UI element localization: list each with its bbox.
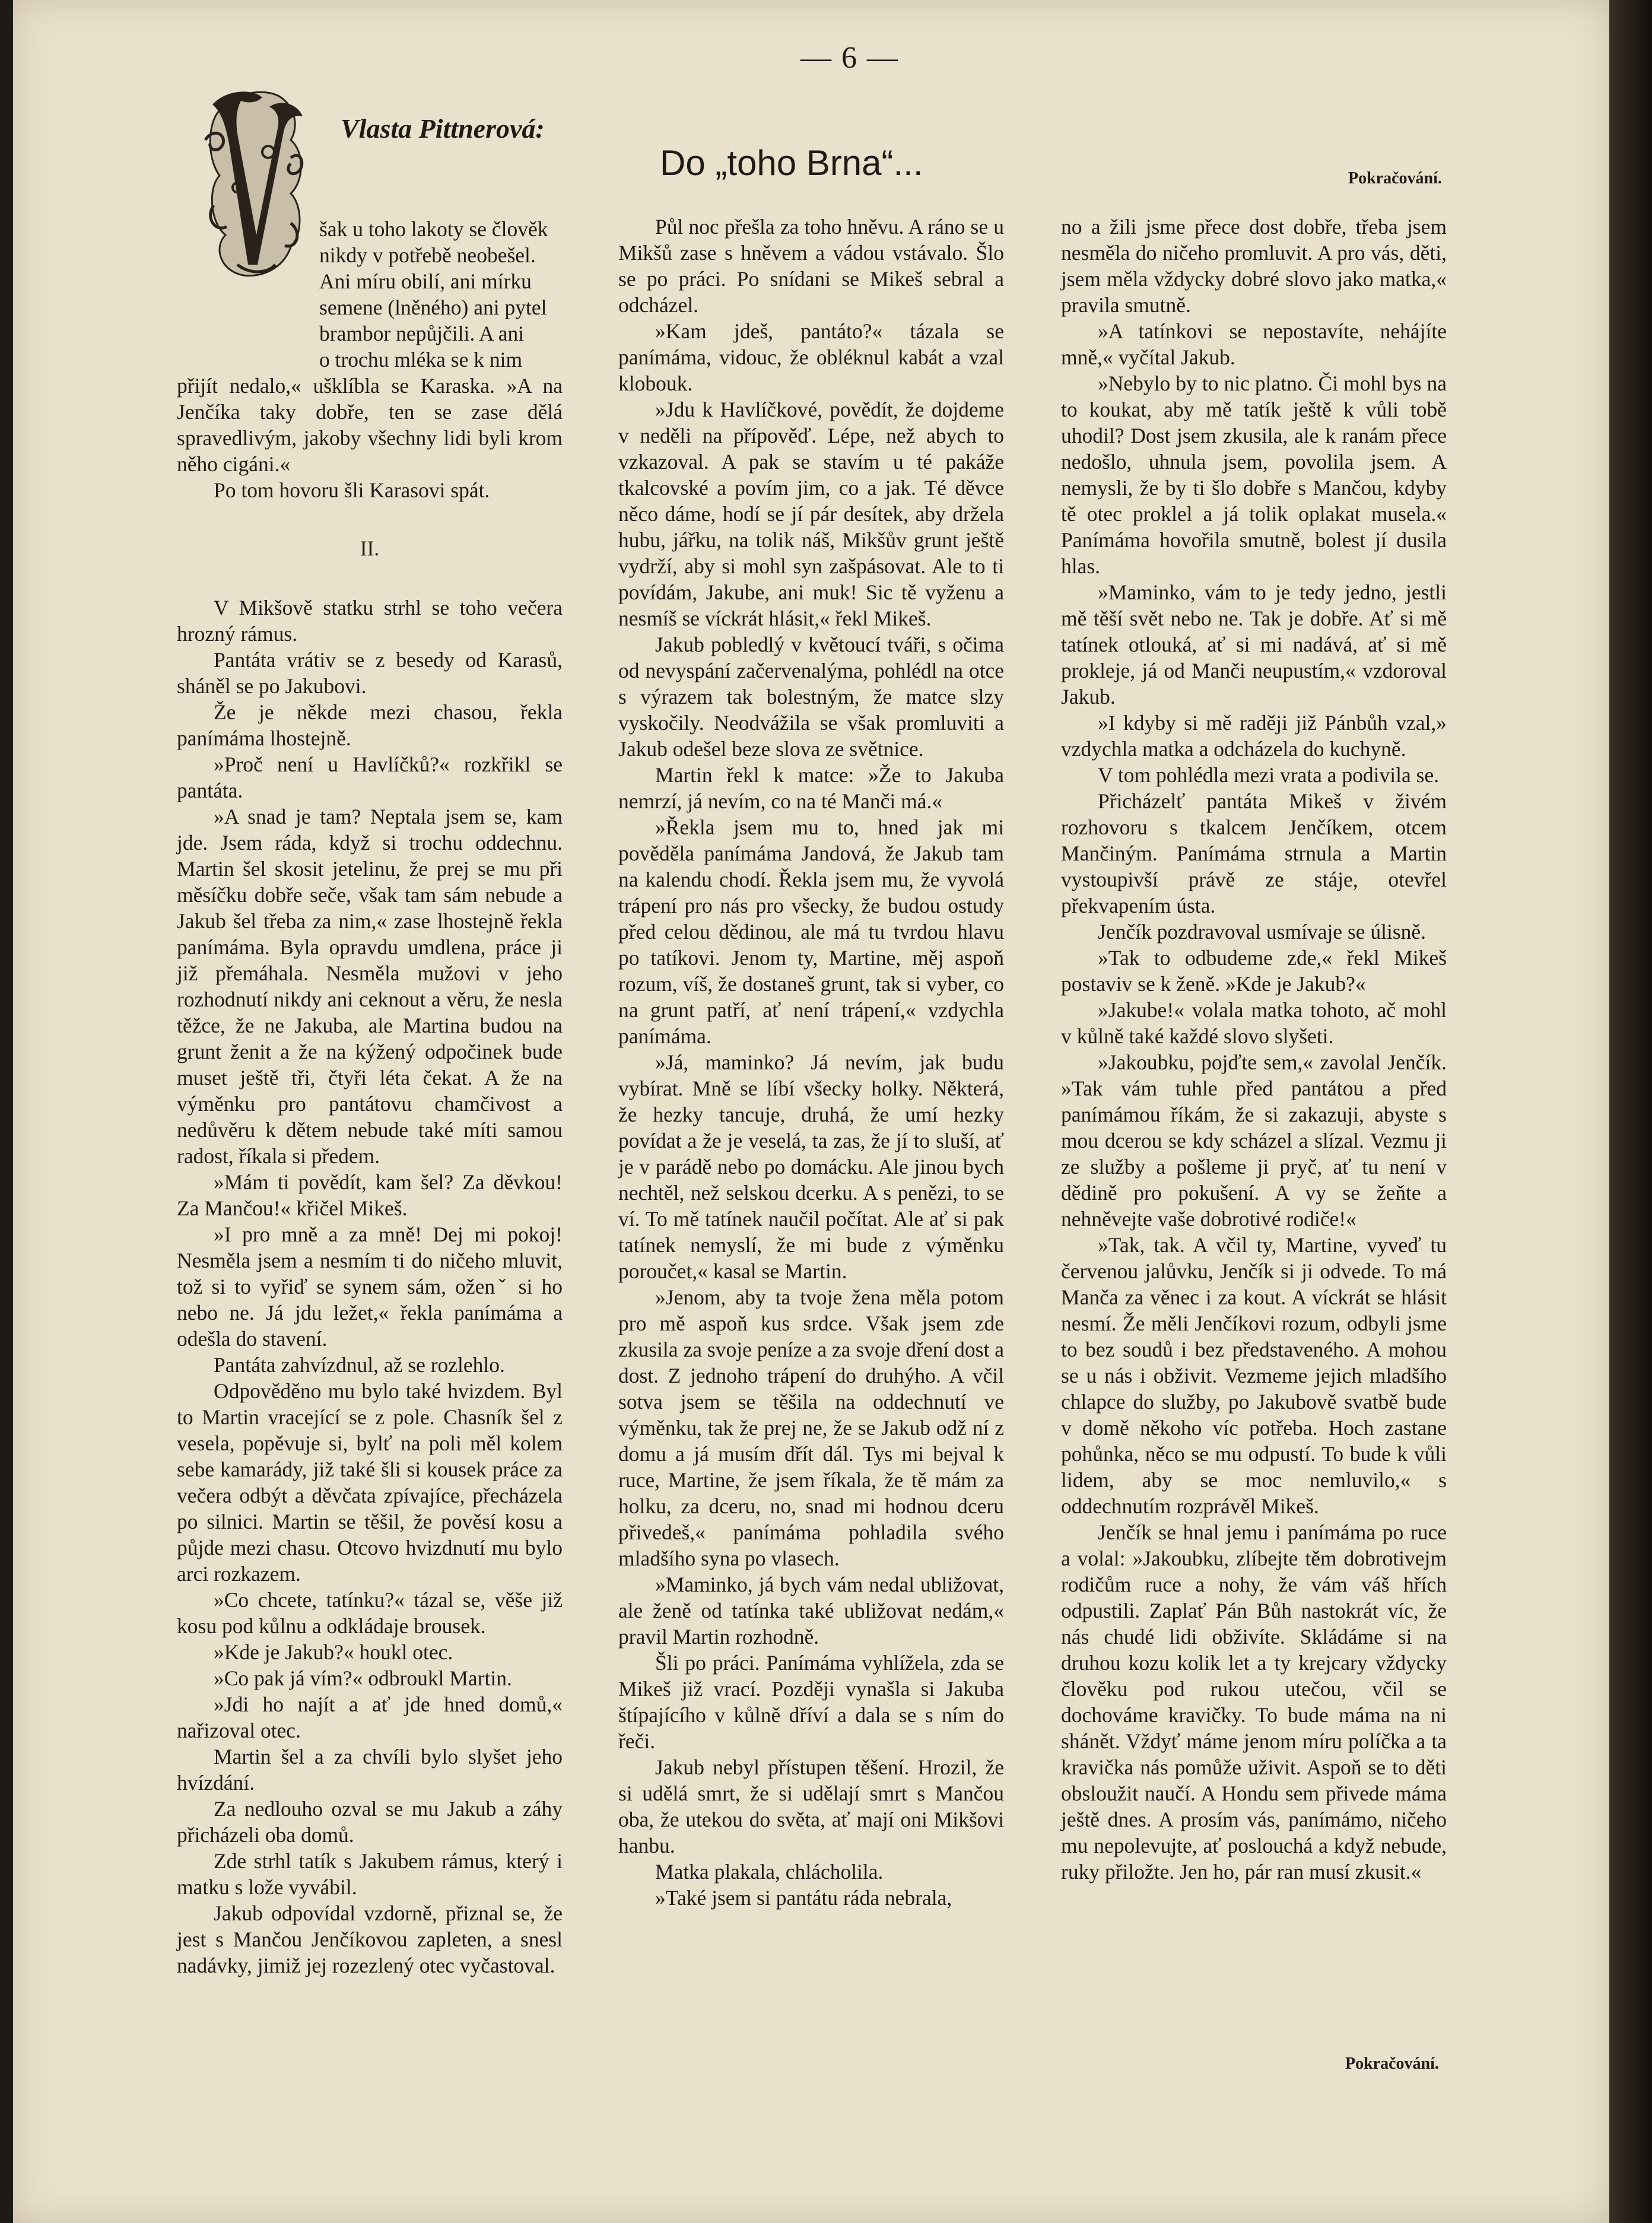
paragraph: »Také jsem si pantátu ráda nebrala,: [655, 1886, 952, 1910]
paragraph: »Tak, tak. A včil ty, Martine, vyveď tu červenou jalůvku, Jenčík si ji odvede. To má Manča za věnec i za kout. A víckrát se hlásit nesmí. Že měli Jenčíkovi rozum, odbyli jsme to bez soudů i bez představeného. A mohou se u nás i obživit. Vezmeme jejich mladšího chlapce do služby, po Jakubově svatbě bude v domě někoho víc potřeba. Hoch zastane pohůnka, něco se mu odpustí. To bude k vůli lidem, aby se moc nemluvilo,« s oddechnutím rozprávěl Mikeš.: [1061, 1233, 1447, 1518]
continuation-label: Pokračování.: [1348, 169, 1442, 188]
paragraph: Martin řekl k matce: »Že to Jakuba nemrzí, já nevím, co na té Manči má.«: [618, 763, 1004, 813]
section-heading: II.: [360, 536, 380, 560]
paragraph: Odpověděno mu bylo také hvizdem. Byl to Martin vracející se z pole. Chasník šel z vesela, popěvuje si, bylť na poli měl kolem sebe kamarády, již také šli si kousek práce za večera odbýt a děvčata zpívajíce, přecházela po silnici. Martin se těšil, že pověsí kosu a půjde mezi chasu. Otcovo hvizdnutí mu bylo arci rozkazem.: [177, 1379, 563, 1586]
paragraph: »Řekla jsem mu to, hned jak mi pověděla panímáma Jandová, že Jakub tam na kalendu chodí. Řekla jsem mu, že vyvolá trápení pro nás pro všecky, že budou ostudy před celou dědinou, ale má tu tvrdou hlavu po tatíkovi. Jenom ty, Martine, měj aspoň rozum, víš, že dostaneš grunt, tak si vyber, co na grunt patří, ať není trápení,« vzdychla panímáma.: [618, 815, 1004, 1048]
text-line: Ani míru obilí, ani mírku: [319, 269, 532, 293]
page-binding-edge: [1609, 0, 1652, 2223]
text-column-1: [177, 216, 563, 1979]
paragraph: »Co chcete, tatínku?« tázal se, věše již kosu pod kůlnu a odkládaje brousek.: [177, 1588, 563, 1638]
text-column-3: [1061, 214, 1447, 1885]
paragraph: »Jakube!« volala matka tohoto, ač mohl v kůlně také každé slovo slyšeti.: [1061, 998, 1447, 1048]
text-line: brambor nepůjčili. A ani: [319, 322, 525, 345]
text-line: šak u toho lakoty se člověk: [319, 217, 548, 241]
paragraph: »I kdyby si mě raději již Pánbůh vzal,» vzdychla matka a odcházela do kuchyně.: [1061, 711, 1447, 761]
paragraph: Za nedlouho ozval se mu Jakub a záhy přicházeli oba domů.: [177, 1797, 563, 1847]
paragraph: Jenčík se hnal jemu i panímáma po ruce a volal: »Jakoubku, zlíbejte těm dobrotivejm rodičům ruce a nohy, že vám váš hřích odpustili. Zaplať Pán Bůh nastokrát víc, že nás chudé lidi obživíte. Skládáme si na druhou kozu kolik let a ty krejcary vždycky člověku pod rukou utečou, včil se dochováme kravičky. To bude máma na ni shánět. Vždyť máme jenom míru políčka a ta kravička nás pomůže uživit. Aspoň se to děti obsloužit naučí. A Hondu sem přivede máma ještě dnes. A prosím vás, panímámo, ničeho mu nepolevujte, ať poslouchá a když nebude, ruky přiložte. Jen ho, pár ran musí zkusit.«: [1061, 1520, 1447, 1884]
paragraph: »Nebylo by to nic platno. Či mohl bys na to koukat, aby mě tatík ještě k vůli tobě uhodil? Dost jsem zkusila, ale k ranám přece nedošlo, uhnula jsem, povolila jsem. A nemysli, že by ti šlo dobře s Mančou, kdyby tě otec proklel a já tolik oplakat musela.« Panímáma hovořila smutně, bolest jí dusila hlas.: [1061, 371, 1447, 578]
text-column-2: [618, 214, 1004, 1911]
author-name: Vlasta Pittnerová:: [341, 113, 545, 144]
paragraph: V Mikšově statku strhl se toho večera hrozný rámus.: [177, 596, 563, 646]
paragraph: Jakub nebyl přístupen těšení. Hrozil, že si udělá smrt, že si udělají smrt s Mančou oba, že utekou do světa, ať mají oni Mikšovi hanbu.: [618, 1755, 1004, 1857]
paragraph: »Mám ti povědít, kam šel? Za děvkou! Za Mančou!« křičel Mikeš.: [177, 1170, 563, 1220]
paragraph: Pantáta vrátiv se z besedy od Karasů, sháněl se po Jakubovi.: [177, 648, 563, 698]
paragraph: »A tatínkovi se nepostavíte, nehájíte mně,« vyčítal Jakub.: [1061, 319, 1447, 369]
paragraph: no a žili jsme přece dost dobře, třeba jsem nesměla do ničeho promluvit. A pro vás, děti, jsem měla vždycky dobré slovo jako matka,« pravila smutně.: [1061, 215, 1447, 317]
text-line: o trochu mléka se k nim: [319, 348, 523, 371]
paragraph: »Proč není u Havlíčků?« rozkřikl se pantáta.: [177, 752, 563, 802]
paragraph: »Já, maminko? Já nevím, jak budu vybírat. Mně se líbí všecky holky. Některá, že hezky tancuje, druhá, že umí hezky povídat a že je veselá, ta zas, že jí to sluší, ať je v parádě nebo po domácku. Ale jinou bych nechtěl, než selskou dcerku. A s penězi, to se ví. To mě tatínek naučil počítat. Ale ať si pak tatínek nemyslí, že mi bude z výměnku poroučet,« kasal se Martin.: [618, 1050, 1004, 1283]
paragraph: »A snad je tam? Neptala jsem se, kam jde. Jsem ráda, když si trochu oddechnu. Martin šel skosit jetelinu, že prej se mu při měsíčku dobře seče, však tam sám nebude a Jakub šel třeba za nim,« zase lhostejně řekla panímáma. Byla opravdu umdlena, práce ji již přemáhala. Nesměla mužovi v jeho rozhodnutí nikdy ani ceknout a věru, že nesla těžce, že ne Jakuba, ale Martina budou na grunt ženit a že na kýžený odpočinek bude muset ještě tři, čtyři léta čekat. A že na výměnku pro pantátovu chamčivost a nedůvěru k dětem nebude také míti samou radost, říkala si předem.: [177, 805, 563, 1168]
paragraph: Zde strhl tatík s Jakubem rámus, který i matku s lože vyvábil.: [177, 1849, 563, 1899]
paragraph: V tom pohlédla mezi vrata a podivila se.: [1098, 763, 1440, 787]
paragraph: »Co pak já vím?« odbroukl Martin.: [214, 1666, 512, 1690]
paragraph: Půl noc přešla za toho hněvu. A ráno se u Mikšů zase s hněvem a vádou vstávalo. Šlo se po práci. Po snídani se Mikeš sebral a odcházel.: [618, 215, 1004, 317]
paragraph: »Jdu k Havlíčkové, povědít, že dojdeme v neděli na přípověď. Lépe, než abych to vzkazoval. A pak se stavím u té pakáže tkalcovské a povím jim, co a jak. Té děvce něco dáme, hodí se jí pár desítek, aby držela hubu, jářku, na tolik náš, Mikšův grunt ještě vydrží, aby si mohl syn zašpásovat. Ale to ti povídám, Jakube, ani muk! Sic tě vyženu a nesmíš se víckrát hlásit,« řekl Mikeš.: [618, 398, 1004, 630]
paragraph: Šli po práci. Panímáma vyhlížela, zda se Mikeš již vrací. Později vynašla si Jakuba štípajícího v kůlně dříví a dala se s ním do řeči.: [618, 1651, 1004, 1753]
paragraph: Jenčík pozdravoval usmívaje se úlisně.: [1098, 920, 1427, 944]
paragraph: »Kde je Jakub?« houkl otec.: [214, 1640, 453, 1664]
paragraph: »Maminko, já bych vám nedal ubližovat, ale ženě od tatínka také ubližovat nedám,« pravil Martin rozhodně.: [618, 1573, 1004, 1649]
paragraph: Přicházelť pantáta Mikeš v živém rozhovoru s tkalcem Jenčíkem, otcem Mančiným. Panímáma strnula a Martin vystoupivší právě ze stáje, otevřel překvapením ústa.: [1061, 789, 1447, 917]
paragraph: »Maminko, vám to je tedy jedno, jestli mě těší svět nebo ne. Tak je dobře. Ať si mě tatínek otlouká, ať si mi nadává, ať si mě prokleje, já od Manči neupustím,« vzdoroval Jakub.: [1061, 580, 1447, 709]
paragraph: »Jenom, aby ta tvoje žena měla potom pro mě aspoň kus srdce. Však jsem zde zkusila za svoje peníze a za svoje dření dost a dost. Z jednoho trápení do druhýho. A včil sotva jsem se těšila na oddechnutí ve výměnku, tak že prej ne, že se Jakub odž ní z domu a já musím dřít dál. Tys mi bejval k ruce, Martine, že jsem říkala, že tě mám za holku, za dceru, no, snad mi hodnou dceru přivedeš,« panímáma pohladila svého mladšího syna po vlasech.: [618, 1285, 1004, 1570]
paragraph: »Jdi ho najít a ať jde hned domů,« nařizoval otec.: [177, 1692, 563, 1742]
paragraph: Jakub odpovídal vzdorně, přiznal se, že jest s Mančou Jenčíkovou zapleten, a snesl nadávky, jimiž jej rozezlený otec vyčastoval.: [177, 1901, 563, 1977]
paragraph: Po tom hovoru šli Karasovi spát.: [214, 478, 490, 502]
paragraph: »Jakoubku, pojďte sem,« zavolal Jenčík. »Tak vám tuhle před pantátou a před panímámou říkám, že si zakazuji, abyste s mou dcerou se kdy scházel a slízal. Vezmu ji ze služby a pošleme ji pryč, ať tu není v dědině pro pokušení. A vy se žeňte a nehněvejte vaše dobrotivé rodiče!«: [1061, 1050, 1447, 1231]
text-line: semene (lněného) ani pytel: [319, 296, 547, 319]
paragraph: Jakub pobledlý v květoucí tváři, s očima od nevyspání začervenalýma, pohlédl na otce s výrazem tak bolestným, že matce slzy vyskočily. Neodvážila se však promluviti a Jakub odešel beze slova ze světnice.: [618, 633, 1004, 761]
article-title: Do „toho Brna“...: [660, 143, 923, 183]
paragraph: přijít nedalo,« ušklíbla se Karaska. »A na Jenčíka taky dobře, ten se zase dělá spravedlivým, jakoby všechny lidi byli krom něho cigáni.«: [177, 374, 563, 476]
paragraph: »Tak to odbudeme zde,« řekl Mikeš postaviv se k ženě. »Kde je Jakub?«: [1061, 946, 1447, 996]
paragraph: »I pro mně a za mně! Dej mi pokoj! Nesměla jsem a nesmím ti do ničeho mluvit, tož si to vyřiď se synem sám, oženˇ si ho nebo ne. Já jdu ležet,« řekla panímáma a odešla do stavení.: [177, 1222, 563, 1351]
paragraph: »Kam jdeš, pantáto?« tázala se panímáma, vidouc, že obléknul kabát a vzal klobouk.: [618, 319, 1004, 395]
paragraph: Matka plakala, chlácholila.: [655, 1860, 884, 1884]
paragraph: Že je někde mezi chasou, řekla panímáma lhostejně.: [177, 700, 563, 750]
page-number: — 6 —: [800, 41, 899, 75]
continuation-label: Pokračování.: [1345, 2054, 1439, 2073]
newspaper-page: [13, 0, 1609, 2223]
paragraph: Pantáta zahvízdnul, až se rozlehlo.: [214, 1353, 505, 1377]
paragraph: Martin šel a za chvíli bylo slyšet jeho hvízdání.: [177, 1745, 563, 1795]
text-line: nikdy v potřebě neobešel.: [319, 243, 536, 267]
